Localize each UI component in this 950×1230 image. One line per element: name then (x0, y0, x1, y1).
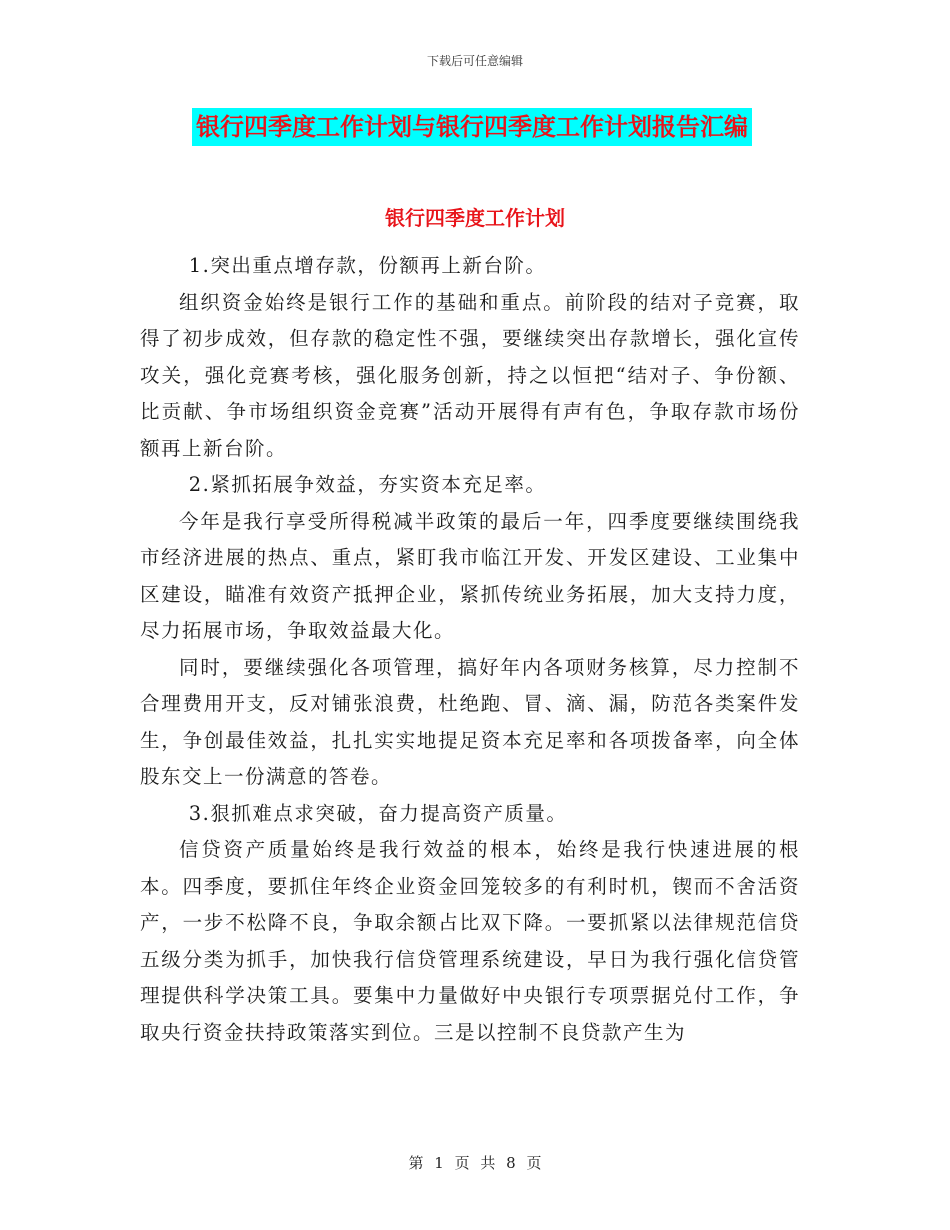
point-heading-2: 2.紧抓拓展争效益，夯实资本充足率。 (188, 473, 547, 496)
body-paragraph-1: 组织资金始终是银行工作的基础和重点。前阶段的结对子竞赛，取得了初步成效，但存款的稳定性不强，要继续突出存款增长，强化宣传攻关，强化竞赛考核，强化服务创新，持之以恒把“结对子、争份额、比贡献、争市场组织资金竞赛”活动开展得有声有色，争取存款市场份额再上新台阶。 (140, 290, 800, 460)
document-title: 银行四季度工作计划与银行四季度工作计划报告汇编 (192, 108, 752, 146)
body-paragraph-4: 信贷资产质量始终是我行效益的根本，始终是我行快速进展的根本。四季度，要抓住年终企业资金回笼较多的有利时机，锲而不舍活资产，一步不松降不良，争取余额占比双下降。一要抓紧以法律规范信贷五级分类为抓手，加快我行信贷管理系统建设，早日为我行强化信贷管理提供科学决策工具。要集中力量做好中央银行专项票据兑付工作，争取央行资金扶持政策落实到位。三是以控制不良贷款产生为 (140, 838, 800, 1044)
point-heading-1: 1.突出重点增存款，份额再上新台阶。 (188, 254, 547, 277)
body-paragraph-3: 同时，要继续强化各项管理，搞好年内各项财务核算，尽力控制不合理费用开支，反对铺张浪费，杜绝跑、冒、滴、漏，防范各类案件发生，争创最佳效益，扎扎实实地提足资本充足率和各项拨备率，向全体股东交上一份满意的答卷。 (140, 655, 800, 788)
document-body (140, 248, 800, 1051)
section-title: 银行四季度工作计划 (385, 206, 565, 230)
body-paragraph-2: 今年是我行享受所得税减半政策的最后一年，四季度要继续围绕我市经济进展的热点、重点，紧盯我市临江开发、开发区建设、工业集中区建设，瞄准有效资产抵押企业，紧抓传统业务拓展，加大支持力度，尽力拓展市场，争取效益最大化。 (140, 509, 800, 642)
header-note: 下载后可任意编辑 (426, 54, 523, 68)
point-heading-3: 3.狠抓难点求突破，奋力提高资产质量。 (188, 801, 568, 825)
page-footer: 第 1 页 共 8 页 (408, 1154, 542, 1172)
